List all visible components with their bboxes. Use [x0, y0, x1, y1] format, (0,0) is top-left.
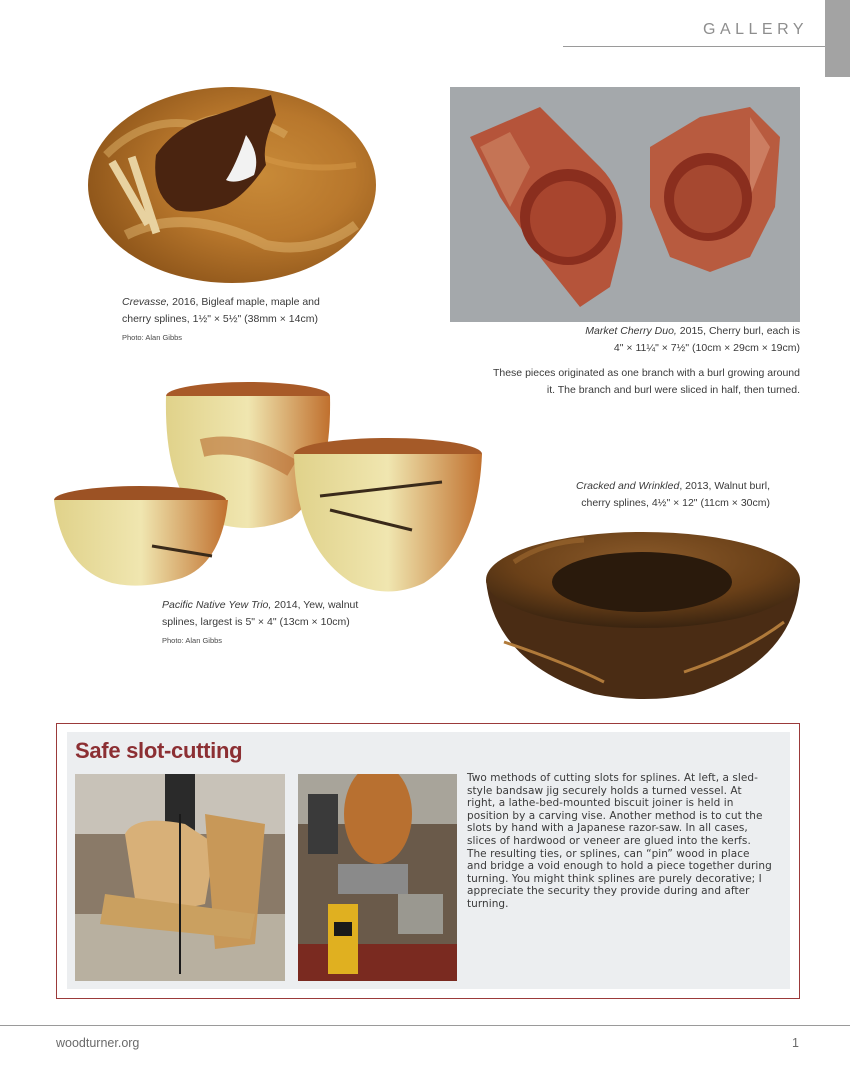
footer-site-link[interactable]: woodturner.org	[56, 1036, 140, 1050]
yew-trio-credit: Photo: Alan Gibbs	[162, 636, 223, 645]
yew-trio-photo	[52, 378, 484, 600]
crevasse-line1: 2016, Bigleaf maple, maple and	[169, 296, 320, 308]
market-cherry-note-line1: These pieces originated as one branch with a burl growing around	[492, 367, 800, 379]
yew-trio-caption	[162, 597, 402, 631]
sidebar-title: Safe slot-cutting	[75, 738, 243, 763]
bandsaw-jig-photo	[75, 774, 285, 981]
section-label: GALLERY	[703, 21, 809, 38]
market-cherry-note	[470, 365, 800, 399]
market-cherry-note-line2: it. The branch and burl were sliced in half, then turned.	[546, 384, 800, 396]
page-edge-tab	[825, 0, 850, 77]
biscuit-joiner-photo	[298, 774, 457, 981]
yew-trio-line1: 2014, Yew, walnut	[271, 599, 359, 611]
page-number: 1	[792, 1036, 799, 1050]
sidebar-panel	[67, 732, 790, 989]
yew-trio-line2: splines, largest is 5" × 4" (13cm × 10cm)	[162, 616, 350, 628]
market-cherry-line2: 4" × 11¼" × 7½" (10cm × 29cm × 19cm)	[613, 342, 800, 354]
market-cherry-line1: 2015, Cherry burl, each is	[676, 325, 800, 337]
market-cherry-photo	[450, 87, 800, 322]
crevasse-caption	[122, 294, 352, 328]
cracked-line1: , 2013, Walnut burl,	[679, 480, 770, 492]
sidebar-box	[56, 723, 800, 999]
crevasse-line2: cherry splines, 1½" × 5½" (38mm × 14cm)	[122, 313, 318, 325]
crevasse-title: Crevasse,	[122, 296, 170, 308]
crevasse-photo	[86, 85, 378, 285]
footer-rule	[0, 1025, 850, 1026]
market-cherry-title: Market Cherry Duo,	[585, 325, 677, 337]
crevasse-credit: Photo: Alan Gibbs	[122, 333, 183, 342]
cracked-photo	[484, 522, 802, 702]
market-cherry-caption	[470, 323, 800, 357]
cracked-caption	[540, 478, 770, 512]
header-rule	[563, 46, 825, 47]
yew-trio-title: Pacific Native Yew Trio,	[162, 599, 272, 611]
cracked-title: Cracked and Wrinkled	[576, 480, 680, 492]
sidebar-body: Two methods of cutting slots for splines. At left, a sled-style bandsaw jig securely holds a turned vessel. At right, a lathe-bed-mounted biscuit joiner is held in position by a carving vise. Another method is to cut the slots by hand with a Japanese razor-saw. In all cases, slices of hardwood or veneer are glued into the kerfs. The resulting ties, or splines, can “pin” wood in place and bridge a void enough to hold a piece together during turning. You might think splines are purely decorative; I appreciate the security they provide during and after turning.	[467, 772, 772, 910]
cracked-line2: cherry splines, 4½" × 12" (11cm × 30cm)	[581, 497, 770, 509]
